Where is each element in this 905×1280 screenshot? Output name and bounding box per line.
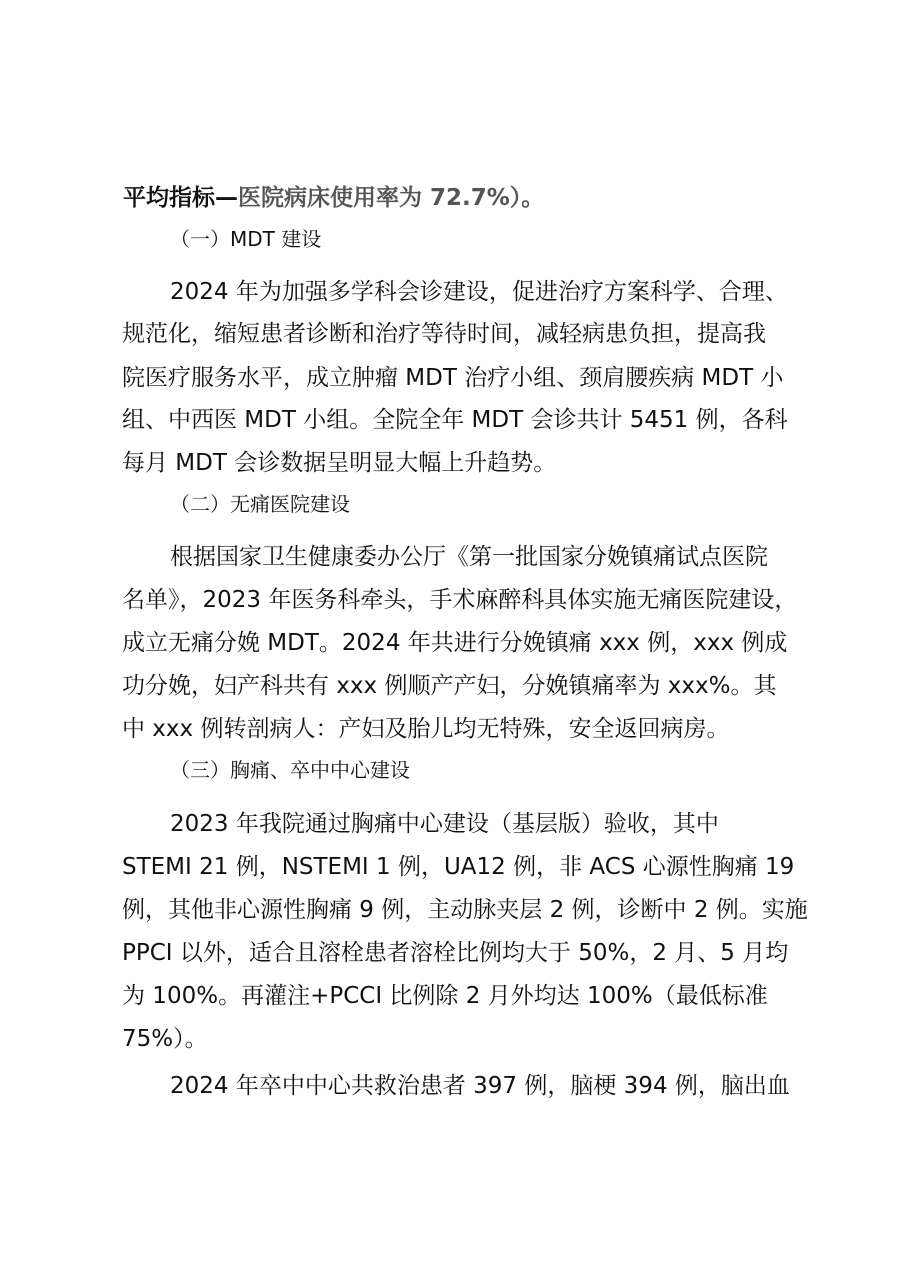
heading-rest-part: 医院病床使用率为 72.7%）。 bbox=[238, 185, 545, 211]
paragraph-line: 功分娩，妇产科共有 xxx 例顺产产妇，分娩镇痛率为 xxx%。其 bbox=[122, 673, 777, 699]
section-title-mdt: （一）MDT 建设 bbox=[170, 227, 322, 251]
paragraph-line: 例，其他非心源性胸痛 9 例，主动脉夹层 2 例，诊断中 2 例。实施 bbox=[122, 897, 808, 923]
heading-bold-part: 平均指标— bbox=[123, 185, 238, 211]
section-title-chest-pain-stroke: （三）胸痛、卒中中心建设 bbox=[170, 758, 410, 782]
paragraph-line: 院医疗服务水平，成立肿瘤 MDT 治疗小组、颈肩腰疾病 MDT 小 bbox=[122, 365, 784, 391]
section-title-painless: （二）无痛医院建设 bbox=[170, 492, 350, 516]
paragraph-line: PPCI 以外，适合且溶栓患者溶栓比例均大于 50%，2 月、5 月均 bbox=[122, 940, 789, 966]
paragraph-line: 2023 年我院通过胸痛中心建设（基层版）验收，其中 bbox=[170, 811, 719, 837]
paragraph-line: 规范化，缩短患者诊断和治疗等待时间，减轻病患负担，提高我 bbox=[122, 321, 766, 347]
paragraph-line: 2024 年卒中中心共救治患者 397 例，脑梗 394 例，脑出血 bbox=[170, 1073, 790, 1099]
heading-line bbox=[123, 187, 905, 210]
paragraph-line: 名单》，2023 年医务科牵头，手术麻醉科具体实施无痛医院建设， bbox=[122, 587, 798, 613]
paragraph-line: 根据国家卫生健康委办公厅《第一批国家分娩镇痛试点医院 bbox=[170, 544, 768, 570]
paragraph-line: 每月 MDT 会诊数据呈明显大幅上升趋势。 bbox=[122, 450, 557, 476]
paragraph-line: 2024 年为加强多学科会诊建设，促进治疗方案科学、合理、 bbox=[170, 279, 788, 305]
paragraph-line: 成立无痛分娩 MDT。2024 年共进行分娩镇痛 xxx 例，xxx 例成 bbox=[122, 630, 788, 656]
paragraph-line: 中 xxx 例转剖病人：产妇及胎儿均无特殊，安全返回病房。 bbox=[122, 716, 730, 742]
paragraph-line: STEMI 21 例，NSTEMI 1 例，UA12 例，非 ACS 心源性胸痛 19 bbox=[122, 854, 795, 880]
paragraph-line: 75%）。 bbox=[122, 1026, 208, 1052]
paragraph-line: 为 100%。再灌注+PCCI 比例除 2 月外均达 100%（最低标准 bbox=[122, 983, 768, 1009]
paragraph-line: 组、中西医 MDT 小组。全院全年 MDT 会诊共计 5451 例，各科 bbox=[122, 407, 788, 433]
